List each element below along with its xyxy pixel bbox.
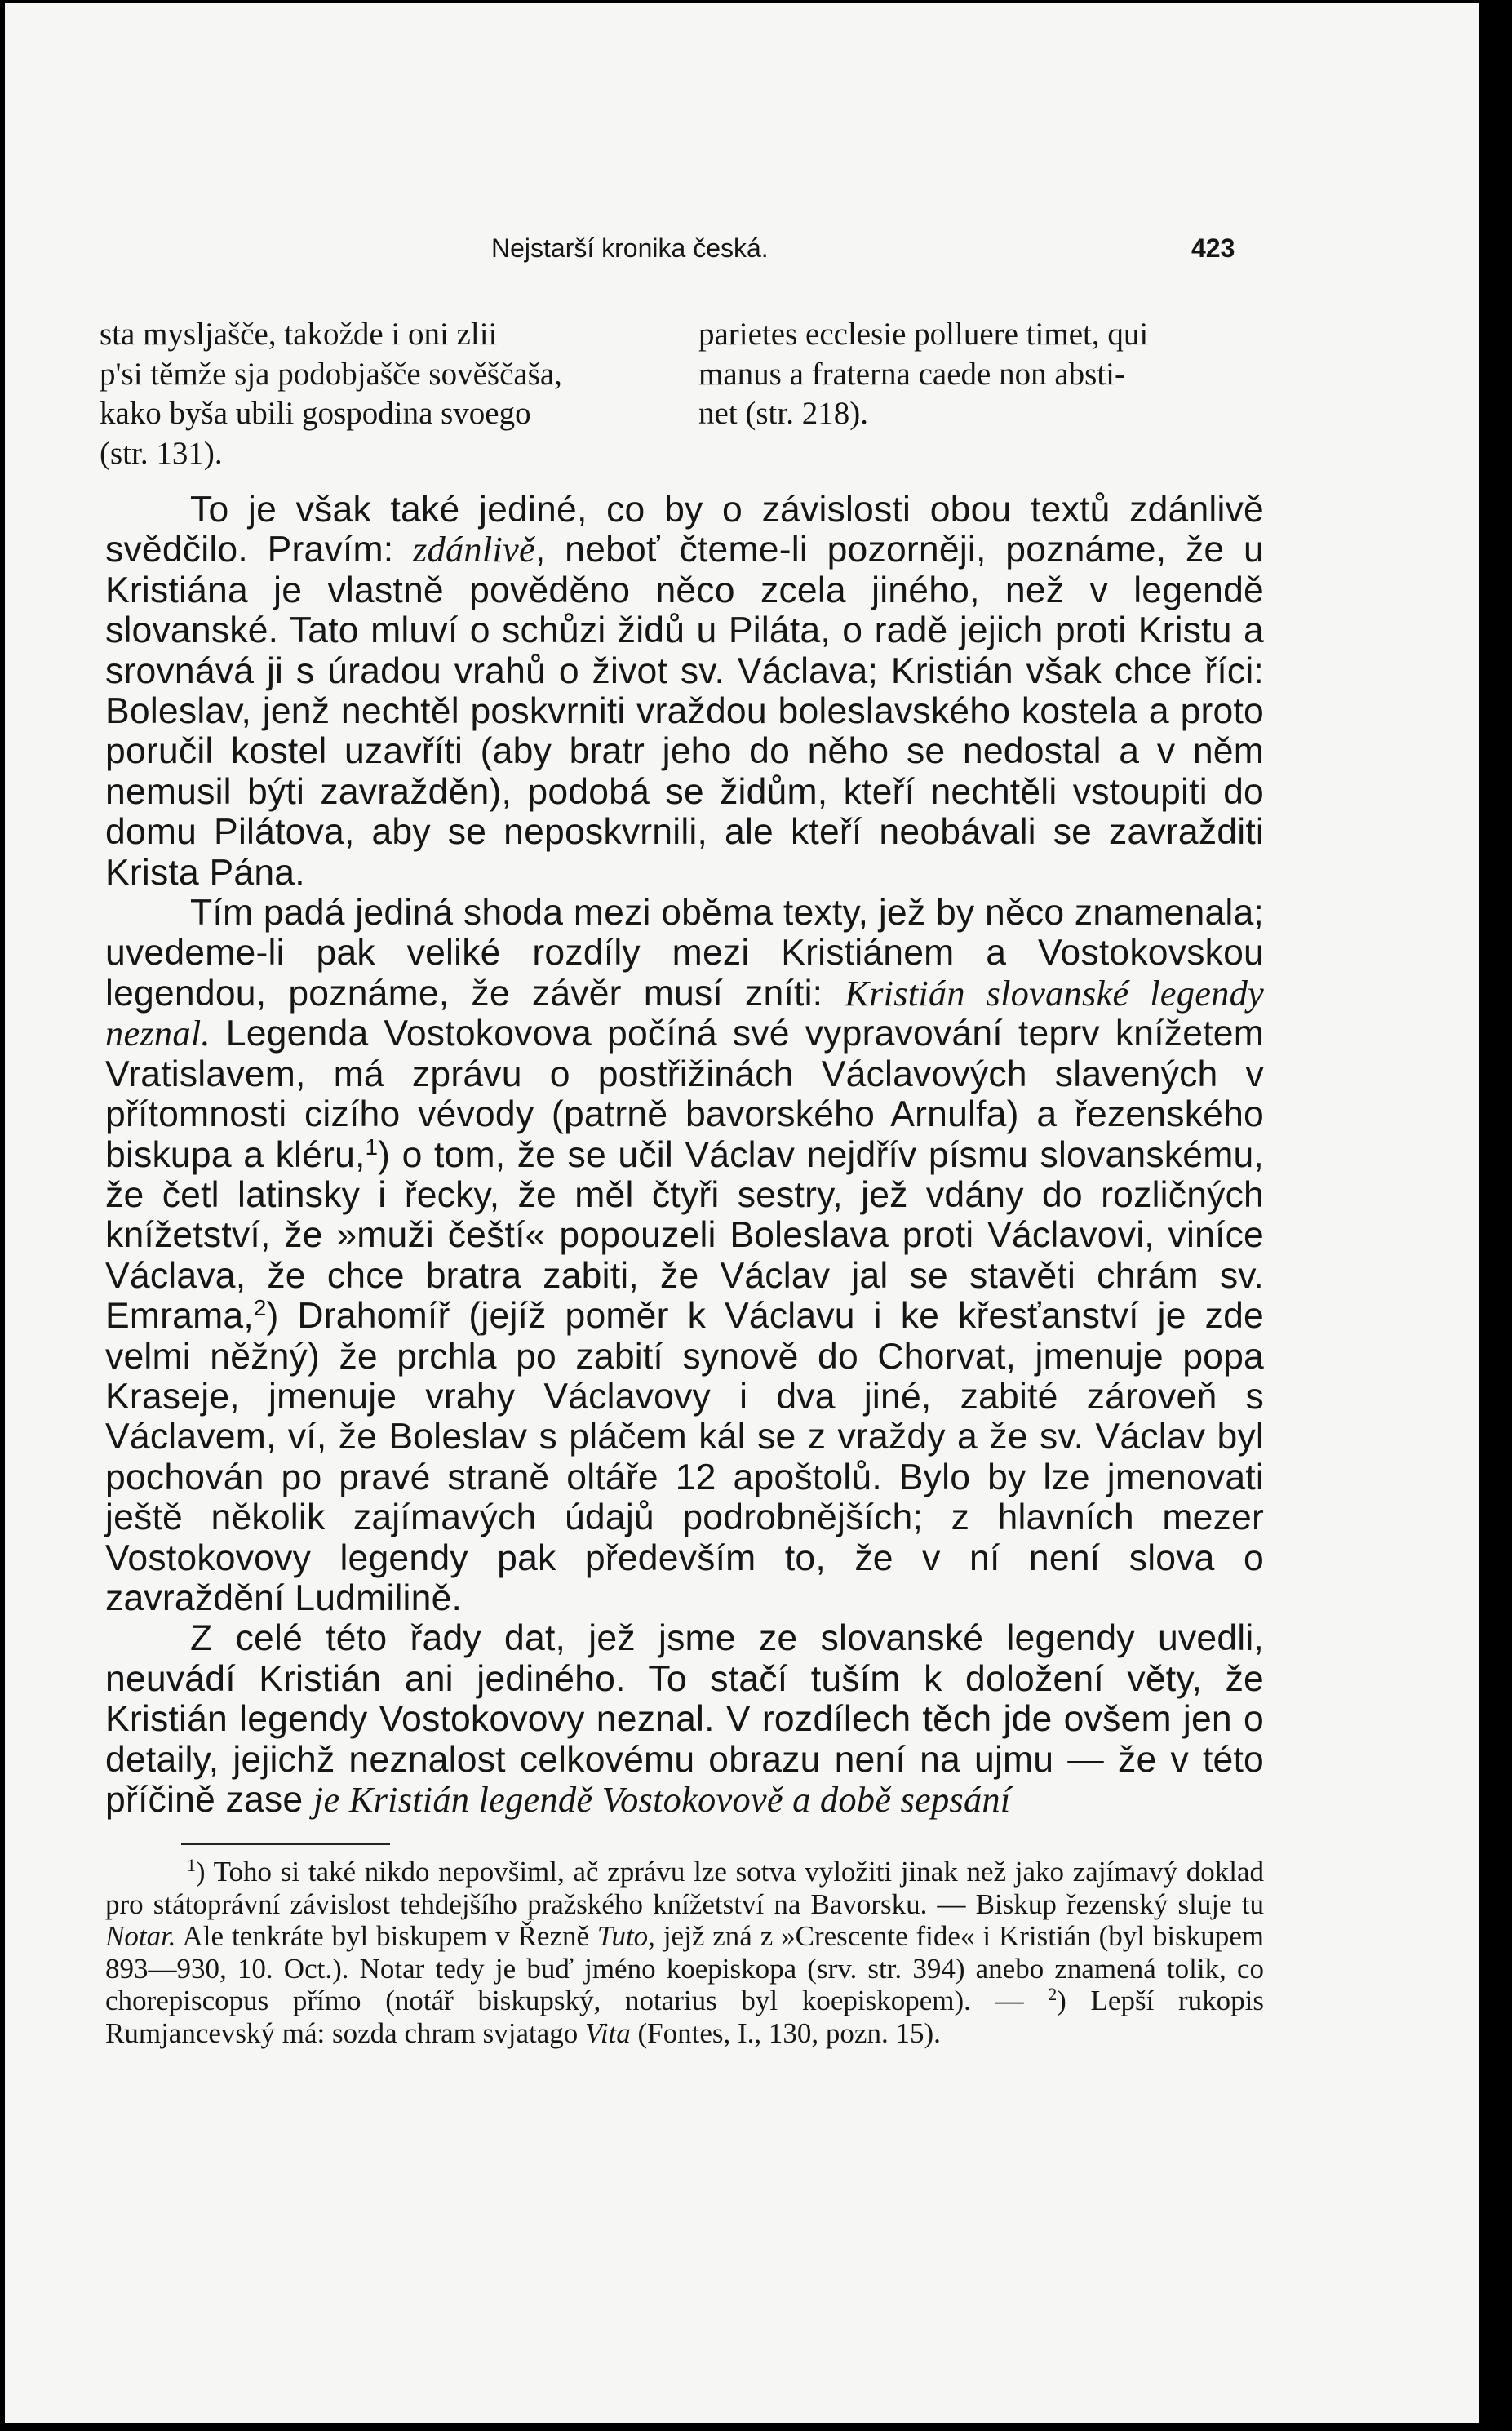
running-header-title: Nejstarší kronika česká. (491, 233, 769, 263)
italic-text: Kristián slovanské legendy neznal. (105, 972, 1264, 1054)
paragraph-2 (105, 893, 1264, 1618)
book-page (5, 3, 1479, 2423)
footnotes (105, 1856, 1264, 2049)
text-run: ) Toho si také nikdo nepovšiml, ač zprávu lze sotva vyložiti jinak než jako zajímavý doklad pro státoprávní závislost tehdejšího pražského knížetství na Bavorsku. — Biskup řezenský sluje tu (105, 1856, 1264, 1920)
footnote-divider (181, 1843, 390, 1845)
footnote-ref: 2 (253, 1294, 267, 1320)
italic-text: zdánlivě (413, 529, 535, 570)
quote-line: parietes ecclesie polluere timet, qui (698, 317, 1149, 352)
text-run: To je však také jediné, co by o závislosti obou textů zdánlivě svědčilo. Pravím: (105, 490, 1264, 570)
paragraph-1 (105, 490, 1264, 893)
paragraph-3 (105, 1618, 1264, 1820)
footnote-block (105, 1856, 1264, 2049)
text-run: Ale tenkráte byl biskupem v Řezně (175, 1920, 597, 1952)
text-run: Legenda Vostokovova počíná své vypravování teprv knížetem Vratislavem, má zprávu o postřižinách Václavových slavených v přítomnosti cizího vévody (patrně bavorského Arnulfa) a řezenského biskupa a kléru, (105, 1014, 1264, 1175)
text-run: jejž zná z »Crescente fide« i Kristián (byl biskupem 893—930, 10. Oct.). Notar tedy je buď jméno koepiskopa (srv. str. 394) anebo znamená tolik, co chorepiscopus přímo (notář biskupský, notarius byl koepiskopem). — (105, 1920, 1264, 2016)
italic-text: Notar. (105, 1920, 176, 1952)
quote-line: p'si těmže sja podobjašče sověščaša, (100, 356, 562, 392)
quote-line: (str. 131). (100, 435, 223, 471)
text-run: , neboť čteme-li pozorněji, poznáme, že u Kristiána je vlastně pověděno něco zcela jiného, než v legendě slovanské. Tato mluví o schůzi židů u Piláta, o radě jejich proti Kristu a srovnává ji s úradou vrahů o život sv. Václava; Kristián však chce říci: Boleslav, jenž nechtěl poskvrniti vraždou boleslavského kostela a proto poručil kostel uzavříti (aby bratr jeho do něho se nedostal a v něm nemusil býti zavražděn), podobá se židům, kteří nechtěli vstoupiti do domu Pilátova, aby se neposkvrnili, ale kteří neobávali se zavražditi Krista Pána. (105, 530, 1264, 893)
quote-line: manus a fraterna caede non absti- (698, 356, 1125, 392)
text-run: ) Lepší rukopis Rumjancevský má: sozda chram svjatago (105, 1985, 1265, 2049)
footnote-marker: 2 (1048, 1985, 1058, 2005)
footnote-marker: 1 (187, 1856, 196, 1876)
italic-text: Tuto, (596, 1920, 655, 1952)
italic-text: je Kristián legendě Vostokovově a době sepsání (313, 1779, 1011, 1820)
text-run: ) o tom, že se učil Václav nejdřív písmu slovanskému, že četl latinsky i řecky, že měl čtyři sestry, jež vdány do rozličných knížetství, že »muži čeští« popouzeli Boleslava proti Václavovi, viníce Václava, že chce bratra zabiti, že Václav jal se stavěti chrám sv. Emrama, (105, 1134, 1264, 1337)
footnote-ref: 1 (365, 1133, 379, 1160)
quote-line: kako byša ubili gospodina svoego (100, 396, 531, 431)
quote-column-slavonic (100, 315, 654, 473)
italic-text: Vita (585, 2016, 631, 2049)
quote-line: sta mysljašče, takožde i oni zlii (100, 317, 498, 352)
quote-line: net (str. 218). (698, 396, 868, 431)
body-text (105, 490, 1264, 1820)
text-run: Tím padá jediná shoda mezi oběma texty, jež by něco znamenala; uvedeme-li pak veliké rozdíly mezi Kristiánem a Vostokovskou legendou, poznáme, že závěr musí zníti: (105, 893, 1264, 1014)
text-run: Z celé této řady dat, jež jsme ze slovanské legendy uvedli, neuvádí Kristián ani jediného. To stačí tuším k doložení věty, že Kristián legendy Vostokovovy neznal. V rozdílech těch jde ovšem jen o detaily, jejichž neznalost celkovému obrazu není na ujmu — že v této příčině zase (105, 1618, 1264, 1820)
page-number: 423 (1191, 233, 1235, 263)
quote-column-latin (698, 315, 1261, 434)
text-run: (Fontes, I., 130, pozn. 15). (630, 2016, 941, 2049)
text-run: ) Drahomíř (jejíž poměr k Václavu i ke křesťanství je zde velmi něžný) že prchla po zabití synově do Chorvat, jmenuje popa Kraseje, jmenuje vrahy Václavovy i dva jiné, zabité zároveň s Václavem, ví, že Boleslav s pláčem kál se z vraždy a že sv. Václav byl pochován po pravé straně oltáře 12 apoštolů. Bylo by lze jmenovati ještě několik zajímavých údajů podrobnějších; z hlavních mezer Vostokovovy legendy pak především to, že v ní není slova o zavraždění Ludmilině. (105, 1296, 1264, 1618)
